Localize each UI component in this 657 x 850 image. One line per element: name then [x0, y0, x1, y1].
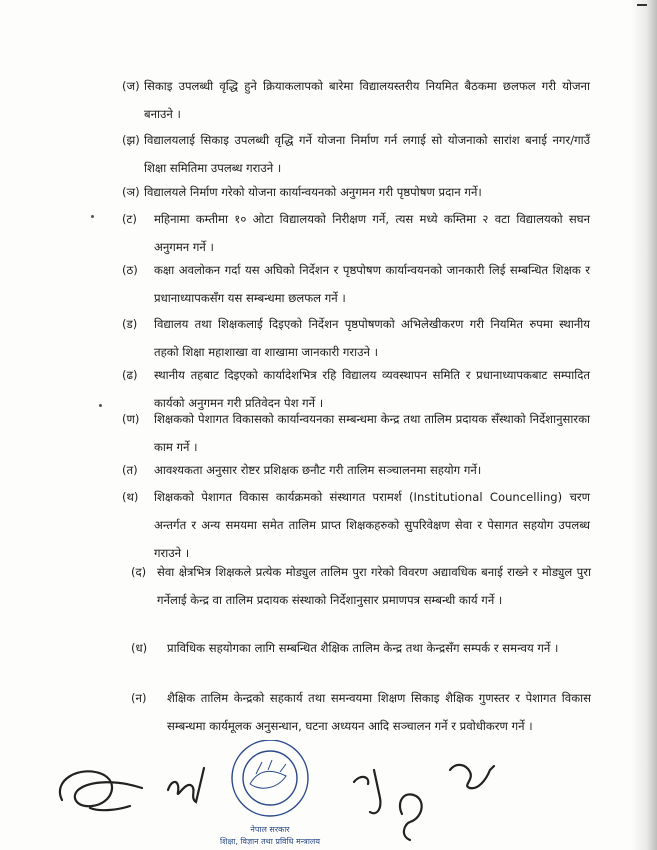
list-item	[122, 456, 592, 484]
list-item	[131, 558, 593, 642]
signature-1	[60, 771, 142, 806]
item-text: महिनामा कम्तीमा १० ओटा विद्यालयको निरीक्षण गर्ने, त्यस मध्ये कम्तिमा २ वटा विद्यालयको सघन अनुगमन गर्ने ।	[154, 212, 590, 254]
item-label: (ण)	[122, 412, 140, 426]
item-text: विद्यालयलाई सिकाइ उपलब्धी वृद्धि गर्ने योजना निर्माण गर्न लगाई सो योजनाको सारांश बनाई नगर/गाउँ शिक्षा समितिमा उपलब्ध गराउने ।	[144, 133, 590, 175]
item-text: आवश्यकता अनुसार रोष्टर प्रशिक्षक छनौट गरी तालिम सञ्चालनमा सहयोग गर्ने।	[154, 463, 482, 477]
item-label: (न)	[131, 691, 147, 705]
stamp-line-2: शिक्षा, विज्ञान तथा प्रविधि मन्त्रालय	[220, 837, 320, 846]
signature-2	[168, 768, 204, 802]
list-item	[131, 634, 593, 690]
signatures-drawing	[0, 740, 657, 850]
item-text: स्थानीय तहबाट दिइएको कार्यादेशभित्र रहि विद्यालय व्यवस्थापन समिति र प्रधानाध्यापकबाट सम्पादित कार्यको अनुगमन गरी प्रतिवेदन पेश गर्ने ।	[154, 368, 590, 410]
item-text: शिक्षकको पेशागत विकास कार्यक्रमको संस्थागत परामर्श (Institutional Councelling) चरण अन्तर्गत र अन्य समयमा समेत तालिम प्राप्त शिक्षकहरुको सुपरिवेक्षण सेवा र पेसागत सहयोग उपलब्ध गराउने ।	[154, 490, 590, 560]
signature-1-tail	[90, 806, 130, 810]
item-text: विद्यालयले निर्माण गरेको योजना कार्यान्वयनको अनुगमन गरी पृष्ठपोषण प्रदान गर्ने।	[144, 185, 482, 199]
list-item	[122, 256, 592, 312]
signature-block	[0, 740, 657, 850]
stray-mark	[91, 215, 94, 218]
item-text: सिकाइ उपलब्धी वृद्धि हुने क्रियाकलापको बारेमा विद्यालयस्तरीय नियमित बैठकमा छलफल गरी योजना बनाउने ।	[144, 79, 590, 121]
corner-mark	[637, 4, 647, 6]
item-text: प्राविधिक सहयोगका लागि सम्बन्धित शैक्षिक तालिम केन्द्र तथा केन्द्रसँग सम्पर्क र समन्वय गर्ने ।	[167, 641, 559, 655]
list-item	[122, 72, 592, 128]
signature-3	[354, 770, 380, 813]
list-item	[122, 405, 592, 461]
list-item	[122, 205, 592, 261]
item-text: सेवा क्षेत्रभित्र शिक्षकले प्रत्येक मोड्युल तालिम पुरा गरेको विवरण अद्यावधिक बनाई राख्ने र मोड्युल पुरा गर्नेलाई केन्द्र वा तालिम प्रदायक संस्थाको निर्देशानुसार प्रमाणपत्र सम्बन्धी कार्य गर्ने ।	[157, 565, 591, 607]
scan-edge-shadow	[631, 0, 657, 850]
item-label: (ञ)	[122, 185, 140, 199]
item-label: (द)	[131, 565, 147, 579]
item-label: (ज)	[122, 79, 140, 93]
item-label: (ध)	[131, 641, 148, 655]
list-item	[122, 178, 592, 206]
signature-5	[450, 765, 494, 788]
item-label: (ड)	[122, 317, 138, 331]
list-item	[122, 483, 592, 567]
item-label: (ट)	[122, 212, 137, 226]
signature-4	[400, 794, 422, 840]
item-label: (ढ)	[122, 368, 138, 382]
item-text: कक्षा अवलोकन गर्दा यस अघिको निर्देशन र पृष्ठपोषण कार्यान्वयनको जानकारी लिई सम्बन्धित शिक्षक र प्रधानाध्यापकसँग यस सम्बन्धमा छलफल गर्ने ।	[154, 263, 590, 305]
list-item	[122, 310, 592, 366]
item-label: (त)	[122, 463, 138, 477]
item-text: शैक्षिक तालिम केन्द्रको सहकार्य तथा समन्वयमा शिक्षण सिकाइ शैक्षिक गुणस्तर र पेशागत विकास सम्बन्धमा कार्यमूलक अनुसन्धान, घटना अध्ययन आदि सञ्चालन गर्ने र प्रवोधीकरण गर्ने ।	[167, 691, 591, 733]
list-item	[122, 126, 592, 182]
item-label: (ठ)	[122, 263, 138, 277]
item-label: (थ)	[122, 490, 139, 504]
stray-mark	[99, 404, 102, 407]
official-stamp	[232, 740, 308, 816]
item-label: (झ)	[122, 133, 140, 147]
item-text: विद्यालय तथा शिक्षकलाई दिइएको निर्देशन पृष्ठपोषणको अभिलेखीकरण गरी नियमित रुपमा स्थानीय तहको शिक्षा महाशाखा वा शाखामा जानकारी गराउने ।	[154, 317, 590, 359]
stamp-line-1: नेपाल सरकार	[250, 825, 290, 834]
item-text: शिक्षकको पेशागत विकासको कार्यान्वयनका सम्बन्धमा केन्द्र तथा तालिम प्रदायक सँस्थाको निर्देशानुसारका काम गर्ने ।	[154, 412, 590, 454]
